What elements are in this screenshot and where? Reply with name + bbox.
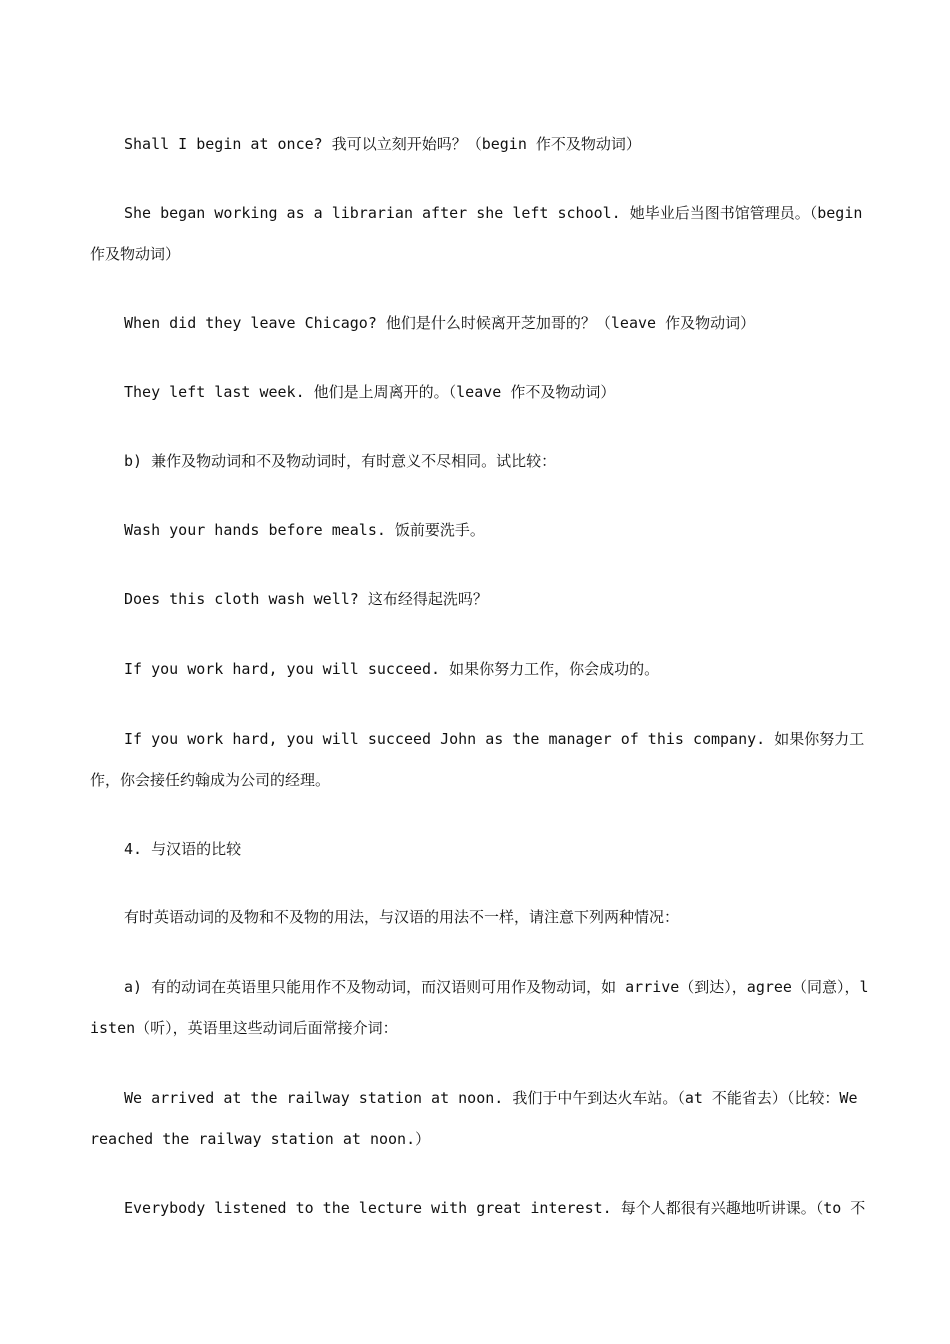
section-heading-comparison: 4. 与汉语的比较: [124, 840, 242, 858]
paragraph-leave-intransitive: They left last week. 他们是上周离开的。（leave 作不及物动词）: [124, 383, 616, 401]
paragraph-arrived-example: We arrived at the railway station at noon. 我们于中午到达火车站。（at 不能省去）（比较：We reached the railway station at noon.）: [90, 1089, 867, 1148]
paragraph-succeed-transitive: If you work hard, you will succeed John as the manager of this company. 如果你努力工作，你会接任约翰成为公司的经理。: [90, 730, 865, 789]
paragraph-leave-transitive: When did they leave Chicago? 他们是什么时候离开芝加哥的？（leave 作及物动词）: [124, 314, 756, 332]
paragraph-listened-example: Everybody listened to the lecture with great interest. 每个人都很有兴趣地听讲课。（to 不: [124, 1199, 866, 1217]
paragraph-begin-intransitive: Shall I begin at once? 我可以立刻开始吗？（begin 作不及物动词）: [124, 135, 641, 153]
paragraph-section-b: b) 兼作及物动词和不及物动词时，有时意义不尽相同。试比较：: [124, 452, 557, 470]
paragraph-comparison-intro: 有时英语动词的及物和不及物的用法，与汉语的用法不一样，请注意下列两种情况：: [124, 908, 680, 926]
paragraph-succeed-intransitive: If you work hard, you will succeed. 如果你努力工作，你会成功的。: [124, 660, 660, 678]
paragraph-section-a: a) 有的动词在英语里只能用作不及物动词，而汉语则可用作及物动词，如 arrive（到达），agree（同意），listen（听），英语里这些动词后面常接介词：: [90, 978, 869, 1037]
paragraph-cloth-wash: Does this cloth wash well? 这布经得起洗吗？: [124, 590, 488, 608]
paragraph-begin-transitive: She began working as a librarian after she left school. 她毕业后当图书馆管理员。（begin 作及物动词）: [90, 204, 872, 263]
paragraph-wash-hands: Wash your hands before meals. 饭前要洗手。: [124, 521, 485, 539]
